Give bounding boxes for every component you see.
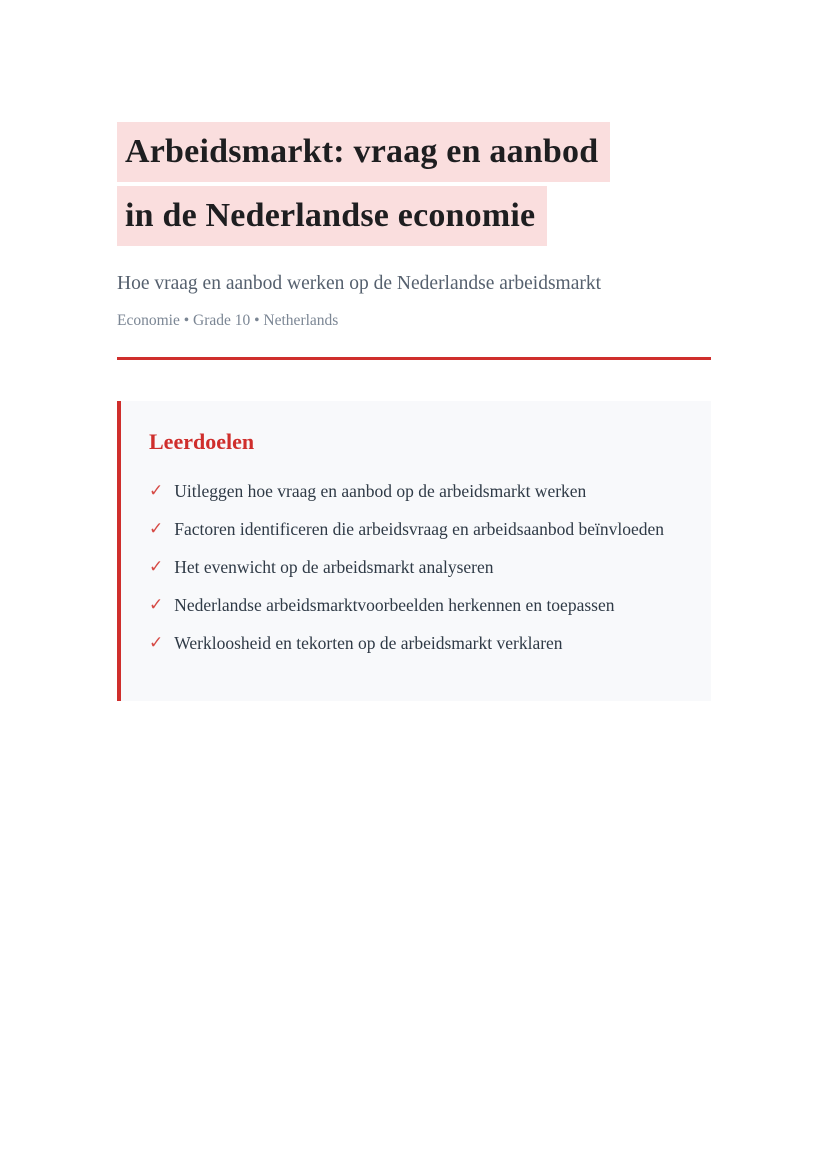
page-subtitle: Hoe vraag en aanbod werken op de Nederlandse arbeidsmarkt xyxy=(117,272,602,294)
page-title-line-2: in de Nederlandse economie xyxy=(117,186,547,246)
page-meta: Economie • Grade 10 • Netherlands xyxy=(117,312,339,330)
check-icon: ✓ xyxy=(149,518,164,538)
check-icon: ✓ xyxy=(149,632,164,652)
objective-text: Nederlandse arbeidsmarktvoorbeelden herkennen en toepassen xyxy=(174,594,615,615)
check-icon: ✓ xyxy=(149,556,164,576)
red-divider xyxy=(117,357,711,360)
list-item xyxy=(149,553,679,582)
list-item xyxy=(149,515,679,544)
objective-text: Factoren identificeren die arbeidsvraag en arbeidsaanbod beïnvloeden xyxy=(174,518,665,539)
objectives-list xyxy=(149,477,679,657)
list-item xyxy=(149,477,679,506)
objectives-heading: Leerdoelen xyxy=(149,429,255,455)
check-icon: ✓ xyxy=(149,594,164,614)
page-title-line-1: Arbeidsmarkt: vraag en aanbod xyxy=(117,122,610,182)
check-icon: ✓ xyxy=(149,481,164,501)
objective-text: Het evenwicht op de arbeidsmarkt analyseren xyxy=(174,556,494,577)
list-item xyxy=(149,629,679,658)
objective-text: Uitleggen hoe vraag en aanbod op de arbeidsmarkt werken xyxy=(174,481,587,502)
objective-text: Werkloosheid en tekorten op de arbeidsmarkt verklaren xyxy=(174,632,563,653)
learning-objectives-box xyxy=(117,401,711,700)
page-title xyxy=(117,122,711,246)
list-item xyxy=(149,591,679,620)
